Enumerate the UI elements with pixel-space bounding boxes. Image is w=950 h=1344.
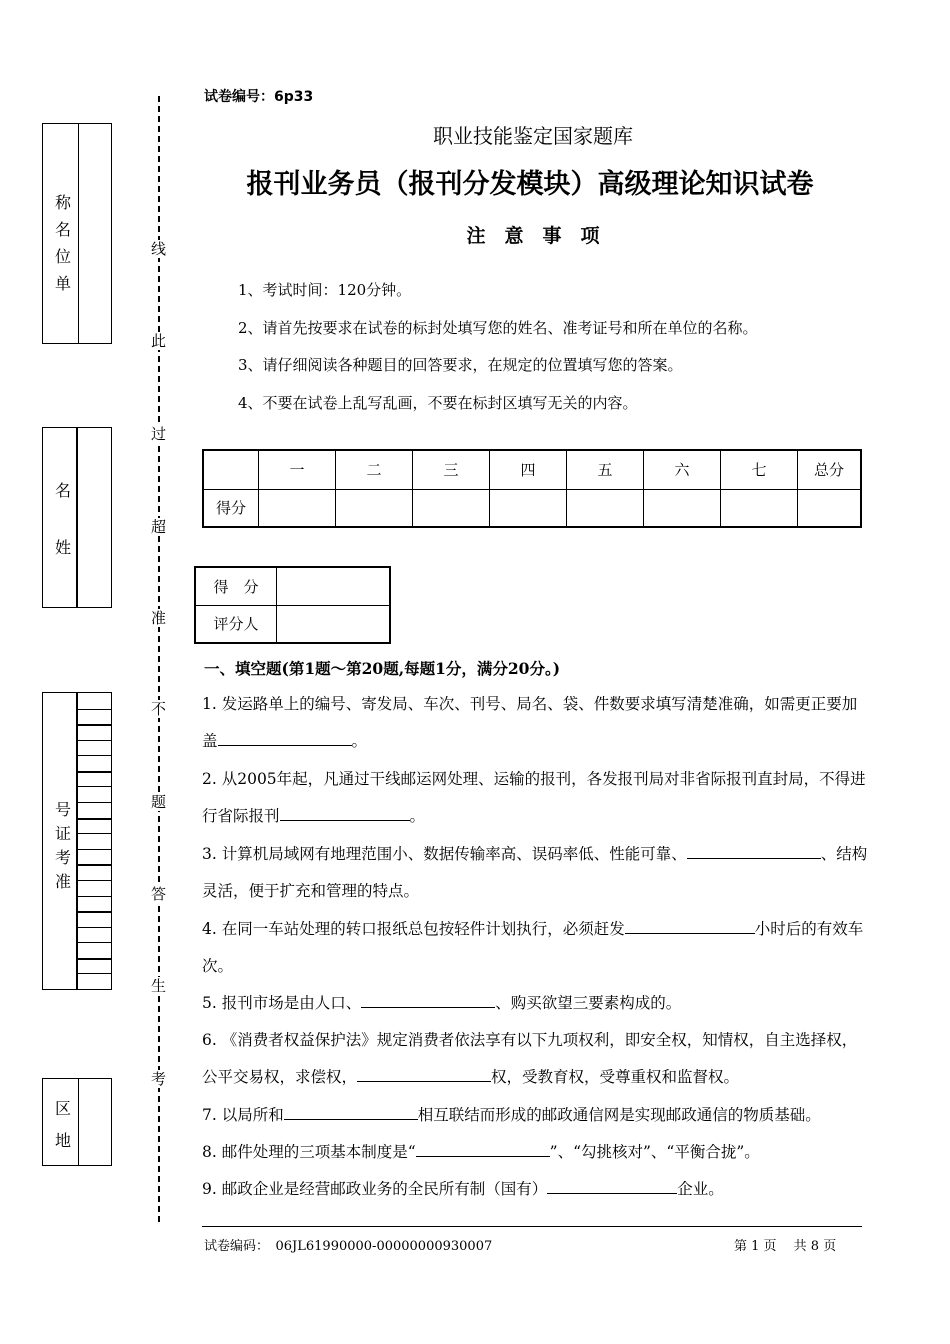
exam-id-cell-divider: [78, 927, 111, 928]
cut-line: [158, 96, 160, 1222]
grader-name-label: 评分人: [195, 605, 277, 643]
score-cell[interactable]: [644, 489, 721, 527]
cut-line-char: 答: [151, 885, 167, 903]
notice-item: 2、请首先按要求在试卷的标封处填写您的姓名、准考证号和所在单位的名称。: [238, 318, 758, 337]
answer-blank[interactable]: [357, 1064, 491, 1082]
footer-code: 试卷编码： 06JL61990000-00000000930007: [204, 1239, 493, 1254]
exam-id-cell-divider: [78, 724, 111, 726]
grader-box: [194, 566, 391, 644]
answer-blank[interactable]: [547, 1176, 677, 1194]
exam-id-cell-divider: [78, 818, 111, 820]
paper-code: 试卷编号：6p33: [204, 89, 314, 105]
answer-blank[interactable]: [361, 990, 495, 1008]
exam-id-cell-divider: [78, 755, 111, 756]
name-box: [42, 427, 112, 608]
exam-id-cell-divider: [78, 958, 111, 960]
question-7: 7. 以局所和 相互联结而形成的邮政通信网是实现邮政通信的物质基础。: [202, 1097, 868, 1134]
question-1: 1. 发运路单上的编号、寄发局、车次、刊号、局名、袋、件数要求填写清楚准确，如需更正要加盖 。: [202, 695, 858, 750]
exam-bank-title: 职业技能鉴定国家题库: [433, 124, 633, 148]
notice-title: 注 意 事 项: [466, 225, 600, 247]
answer-blank[interactable]: [280, 803, 410, 821]
score-header-cell: 六: [644, 450, 721, 489]
exam-id-cell-divider: [78, 880, 111, 881]
exam-title: 报刊业务员（报刊分发模块）高级理论知识试卷: [246, 169, 814, 200]
score-header-cell: 七: [721, 450, 798, 489]
answer-blank[interactable]: [687, 841, 821, 859]
grader-score-label: 得 分: [195, 567, 277, 605]
score-cell[interactable]: [567, 489, 644, 527]
footer-page: 第 1 页 共 8 页: [734, 1239, 837, 1254]
exam-id-cell-divider: [78, 896, 111, 897]
exam-id-cell-divider: [78, 833, 111, 834]
exam-id-cell-divider: [78, 740, 111, 741]
cut-line-char: 考: [151, 1070, 167, 1088]
answer-blank[interactable]: [218, 728, 352, 746]
exam-id-cell-divider: [78, 771, 111, 773]
score-header-cell: 四: [490, 450, 567, 489]
exam-id-cell-divider: [78, 802, 111, 803]
cut-line-char: 此: [151, 332, 167, 350]
score-header-cell: 二: [336, 450, 413, 489]
question-8: 8. 邮件处理的三项基本制度是“ ”、“勾挑核对”、“平衡合拢”。: [202, 1134, 868, 1171]
question-6: 6. 《消费者权益保护法》规定消费者依法享有以下九项权利，即安全权，知情权，自主选择权，公平交易权，求偿权， 权，受教育权，受尊重权和监督权。: [202, 1031, 858, 1086]
region-label-2: 地: [54, 1131, 71, 1150]
score-cell[interactable]: [413, 489, 490, 527]
score-row-label: 得分: [203, 489, 259, 527]
score-cell[interactable]: [798, 489, 862, 527]
score-cell[interactable]: [490, 489, 567, 527]
exam-id-cell-divider: [78, 709, 111, 710]
exam-id-box: [42, 692, 112, 990]
notice-item: 1、考试时间：120分钟。: [238, 281, 412, 299]
unit-label: 称 名 位 单: [54, 193, 71, 293]
notice-item: 3、请仔细阅读各种题目的回答要求，在规定的位置填写您的答案。: [238, 356, 683, 374]
region-label-1: 区: [54, 1099, 71, 1118]
cut-line-char: 题: [151, 793, 167, 811]
notice-item: 4、不要在试卷上乱写乱画，不要在标封区填写无关的内容。: [238, 393, 638, 412]
notice-list: [238, 272, 758, 422]
answer-blank[interactable]: [284, 1102, 418, 1120]
footer-rule: [202, 1226, 862, 1227]
question-3: 3. 计算机局域网有地理范围小、数据传输率高、误码率低、性能可靠、 、结构灵活，便于扩充和管理的特点。: [202, 836, 868, 910]
exam-id-cells: [78, 693, 111, 989]
question-9: 9. 邮政企业是经营邮政业务的全民所有制（国有） 企业。: [202, 1171, 868, 1208]
name-label-2: 姓: [54, 538, 71, 557]
score-header-cell: 三: [413, 450, 490, 489]
cut-line-char: 线: [151, 240, 167, 258]
grader-score-cell[interactable]: [277, 567, 391, 605]
question-2: 2. 从2005年起，凡通过干线邮运网处理、运输的报刊，各发报刊局对非省际报刊直封局，不得进行省际报刊 。: [202, 770, 866, 825]
exam-id-cell-divider: [78, 973, 111, 974]
exam-id-cell-divider: [78, 942, 111, 943]
exam-id-cell-divider: [78, 849, 111, 850]
score-cell[interactable]: [259, 489, 336, 527]
score-cell[interactable]: [721, 489, 798, 527]
cut-line-char: 生: [151, 977, 167, 995]
unit-name-box: [42, 123, 112, 344]
cut-line-char: 不: [151, 700, 167, 718]
score-cell[interactable]: [336, 489, 413, 527]
score-header-cell: 总分: [798, 450, 862, 489]
cut-line-char: 准: [151, 609, 167, 627]
exam-id-cell-divider: [78, 786, 111, 787]
score-header-cell: 一: [259, 450, 336, 489]
answer-blank[interactable]: [416, 1139, 550, 1157]
name-label-1: 名: [54, 481, 71, 500]
exam-id-label: 号 证 考 准: [54, 800, 71, 891]
grader-name-cell[interactable]: [277, 605, 391, 643]
exam-id-cell-divider: [78, 864, 111, 866]
exam-id-cell-divider: [78, 911, 111, 913]
score-table: [202, 449, 862, 528]
score-header-cell: [203, 450, 259, 489]
cut-line-char: 过: [151, 425, 167, 443]
question-4: 4. 在同一车站处理的转口报纸总包按轻件计划执行，必须赶发 小时后的有效车次。: [202, 911, 868, 985]
cut-line-char: 超: [151, 518, 167, 536]
region-box: [42, 1078, 112, 1166]
answer-blank[interactable]: [625, 916, 755, 934]
section-title: 一、填空题(第1题～第20题,每题1分，满分20分。): [204, 659, 561, 678]
question-5: 5. 报刊市场是由人口、 、购买欲望三要素构成的。: [202, 985, 868, 1022]
score-header-cell: 五: [567, 450, 644, 489]
